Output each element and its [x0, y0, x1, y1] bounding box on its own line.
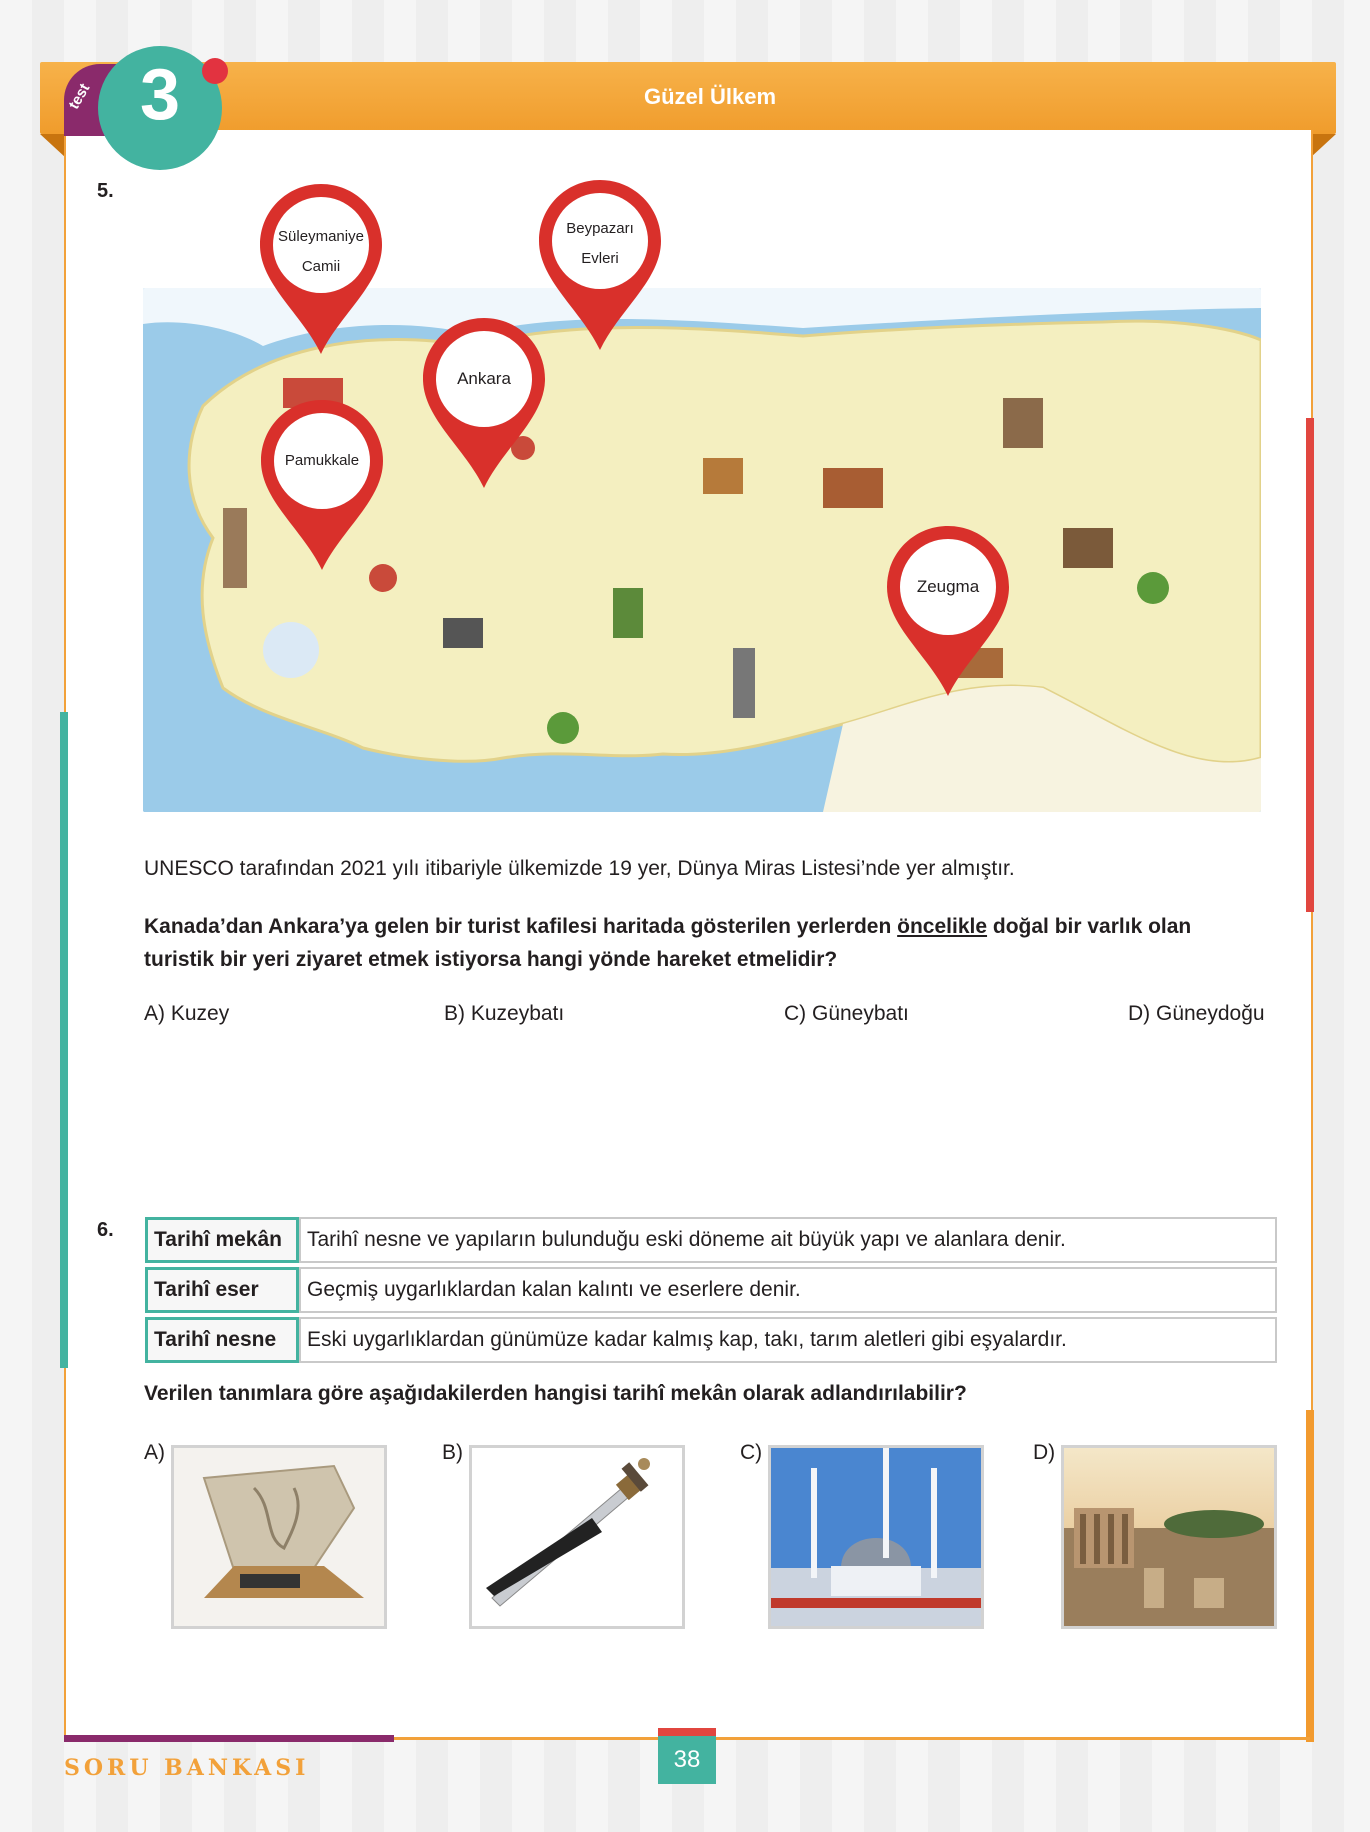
q6-question: Verilen tanımlara göre aşağıdakilerden hangisi tarihî mekân olarak adlandırılabilir? [144, 1382, 967, 1405]
q5-info-text: UNESCO tarafından 2021 yılı itibariyle ülkemizde 19 yer, Dünya Miras Listesi’nde yer almıştır. [144, 857, 1015, 880]
pin-label-line2: Camii [301, 258, 341, 275]
q6-option-d-ruins-image[interactable] [1061, 1445, 1277, 1629]
pin-label-line2: Evleri [581, 250, 619, 267]
definition-term: Tarihî mekân [145, 1217, 299, 1263]
page-title: Güzel Ülkem [643, 84, 777, 109]
footer-line-orange [394, 1737, 1310, 1740]
header-fold-left [40, 134, 66, 158]
side-accent-red [1306, 418, 1314, 912]
q5-question-part2: doğal bir varlık olan [987, 915, 1192, 938]
definition-text: Tarihî nesne ve yapıların bulunduğu eski döneme ait büyük yapı ve alanlara denir. [299, 1217, 1277, 1263]
header-fold-right [1310, 134, 1336, 158]
page-number: 38 [658, 1736, 716, 1784]
pin-label-line1: Süleymaniye [278, 228, 364, 245]
pin-label-line1: Pamukkale [284, 452, 360, 469]
pin-label-line1: Beypazarı [566, 220, 634, 237]
q5-option-d[interactable]: D) Güneydoğu [1128, 1002, 1265, 1025]
q6-option-b-label[interactable]: B) [442, 1441, 463, 1464]
q6-option-c-label[interactable]: C) [740, 1441, 763, 1464]
question-6-number: 6. [97, 1219, 114, 1241]
table-row [145, 1217, 1277, 1263]
table-row [145, 1267, 1277, 1313]
definition-text: Eski uygarlıklardan günümüze kadar kalmış kap, takı, tarım aletleri gibi eşyalardır. [299, 1317, 1277, 1363]
pin-label-line1: Zeugma [916, 577, 980, 596]
map-pin-beypazari [539, 180, 661, 350]
q6-option-b-dagger-image[interactable] [469, 1445, 685, 1629]
footer-brand: SORU BANKASI [64, 1755, 310, 1781]
q6-option-c-mosque-image[interactable] [768, 1445, 984, 1629]
definition-term: Tarihî nesne [145, 1317, 299, 1363]
table-row [145, 1317, 1277, 1363]
side-accent-orange [1306, 1410, 1314, 1742]
q6-option-a-label[interactable]: A) [144, 1441, 165, 1464]
question-5-number: 5. [97, 180, 114, 202]
footer-line-purple [64, 1735, 394, 1742]
q5-option-a[interactable]: A) Kuzey [144, 1002, 230, 1025]
q5-question-part1: Kanada’dan Ankara’ya gelen bir turist kafilesi haritada gösterilen yerlerden [144, 915, 898, 938]
test-label: test [65, 80, 94, 113]
definition-text: Geçmiş uygarlıklardan kalan kalıntı ve eserlere denir. [299, 1267, 1277, 1313]
q6-option-d-label[interactable]: D) [1033, 1441, 1056, 1464]
map-pin-suleymaniye [260, 184, 382, 354]
map-pin-ankara [423, 318, 545, 488]
q5-question [144, 910, 1284, 976]
definitions-table [145, 1213, 1277, 1367]
map-pin-zeugma [887, 526, 1009, 696]
pin-label-line1: Ankara [457, 369, 511, 388]
q5-option-c[interactable]: C) Güneybatı [784, 1002, 909, 1025]
test-number: 3 [139, 55, 181, 135]
q5-question-line2: turistik bir yeri ziyaret etmek istiyorsa hangi yönde hareket etmelidir? [144, 948, 838, 971]
test-dot-decoration [202, 58, 228, 84]
q6-option-a-relief-image[interactable] [171, 1445, 387, 1629]
q5-question-emphasis: öncelikle [897, 915, 988, 938]
side-accent-teal [60, 712, 68, 1368]
definition-term: Tarihî eser [145, 1267, 299, 1313]
page-number-tab [658, 1728, 716, 1736]
q5-option-b[interactable]: B) Kuzeybatı [444, 1002, 565, 1025]
map-pin-pamukkale [261, 400, 383, 570]
